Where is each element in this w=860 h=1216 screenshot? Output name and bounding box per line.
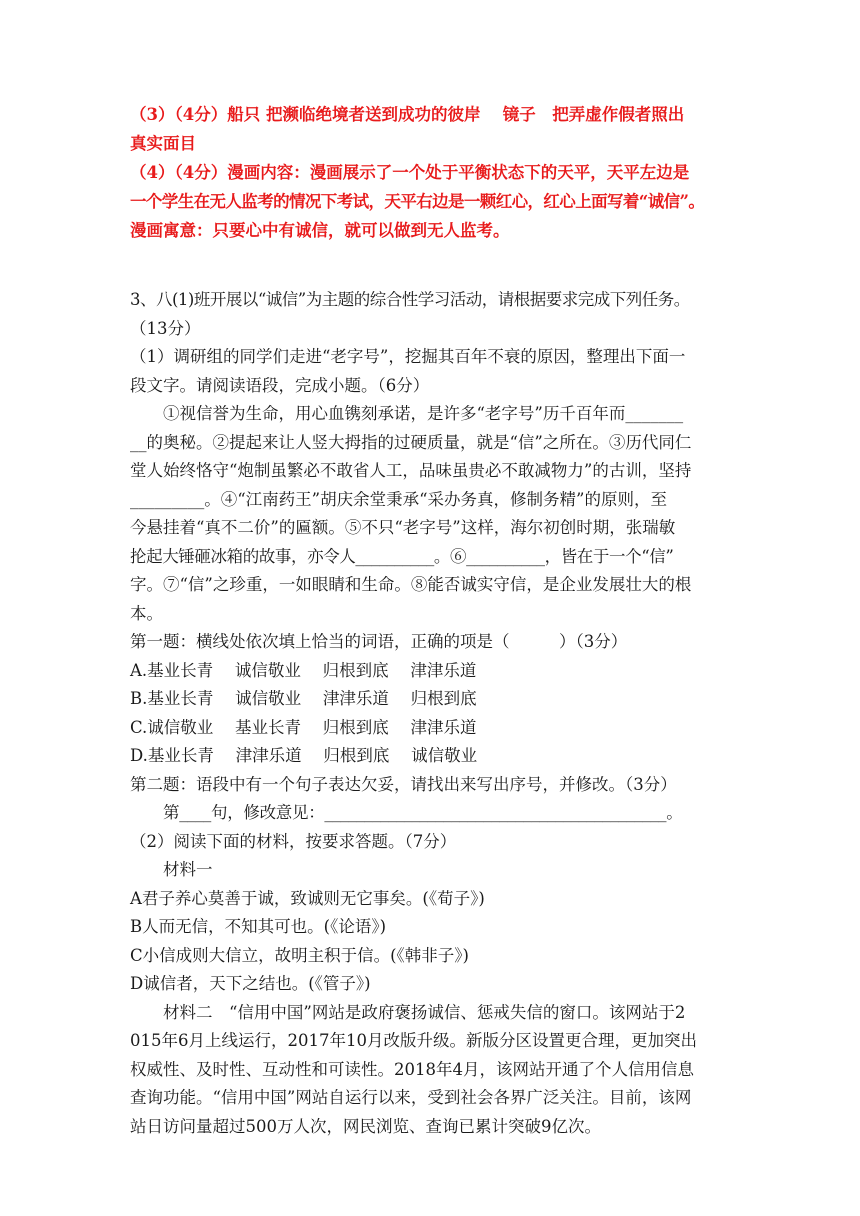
material-2-line-2: 015年6月上线运行，2017年10月改版升级。新版分区设置更合理，更加突出	[130, 1031, 697, 1050]
subquestion-1-line-2: 段文字。请阅读语段，完成小题。（6分）	[130, 375, 430, 395]
material-1-item-a: A君子养心莫善于诚，致诚则无它事矣。(《荀子》)	[130, 888, 485, 908]
answer-4-line-2: 一个学生在无人监考的情况下考试，天平右边是一颗红心，红心上面写着“诚信”。	[130, 192, 705, 211]
answer-4-line-1: （4）（4分）漫画内容：漫画展示了一个处于平衡状态下的天平，天平左边是	[130, 163, 690, 182]
question-3-title-line-2: （13分）	[130, 318, 201, 338]
material-1-title: 材料一	[163, 860, 213, 879]
subquestion-2-title: （2）阅读下面的材料，按要求答题。（7分）	[130, 831, 457, 851]
passage-line-1: ①视信誉为生命，用心血镌刻承诺，是许多“老字号”历千百年而_______	[163, 404, 684, 423]
material-1-item-b: B人而无信，不知其可也。(《论语》)	[130, 917, 386, 936]
passage-line-2: __的奥秘。②提起来让人竖大拇指的过硬质量，就是“信”之所在。③历代同仁	[130, 432, 692, 452]
answer-key-block	[130, 100, 730, 245]
material-2-line-4: 查询功能。“信用中国”网站自运行以来，受到社会各界广泛关注。目前，该网	[130, 1088, 692, 1107]
answer-3-line-1: （3）（4分）船只 把濒临绝境者送到成功的彼岸 镜子 把弄虚作假者照出	[130, 105, 685, 124]
answer-3-line-2: 真实面目	[130, 134, 196, 153]
passage-line-6: 抡起大锤砸冰箱的故事，亦令人__________。⑥__________，皆在于一个“信”	[130, 546, 674, 566]
material-1-item-c: C小信成则大信立，故明主积于信。(《韩非子》)	[130, 945, 469, 965]
material-2-line-5: 站日访问量超过500万人次，网民浏览、查询已累计突破9亿次。	[130, 1116, 601, 1136]
passage-line-7: 字。⑦“信”之珍重，一如眼睛和生命。⑧能否诚实守信，是企业发展壮大的根	[130, 575, 692, 594]
question-2-answer-line: 第____句，修改意见：___________________________________________。	[163, 803, 683, 822]
question-3-block	[130, 286, 730, 1141]
material-1-item-d: D诚信者，天下之结也。(《管子》)	[130, 974, 371, 993]
passage-line-4: _________。④“江南药王”胡庆余堂秉承“采办务真，修制务精”的原则，至	[130, 489, 667, 509]
subquestion-1-line-1: （1）调研组的同学们走进“老字号”，挖掘其百年不衰的原因，整理出下面一	[130, 347, 686, 366]
passage-line-5: 今悬挂着“真不二价”的匾额。⑤不只“老字号”这样，海尔初创时期，张瑞敏	[130, 518, 676, 537]
option-b: B.基业长青 诚信敬业 津津乐道 归根到底	[130, 689, 477, 708]
material-2-line-3: 权威性、及时性、互动性和可读性。2018年4月，该网站开通了个人信用信息	[130, 1059, 694, 1079]
answer-4-line-3: 漫画寓意：只要心中有诚信，就可以做到无人监考。	[130, 221, 510, 240]
material-2-line-1: 材料二 “信用中国”网站是政府褒扬诚信、惩戒失信的窗口。该网站于2	[163, 1002, 686, 1022]
passage-line-8: 本。	[130, 603, 163, 623]
option-c: C.诚信敬业 基业长青 归根到底 津津乐道	[130, 717, 477, 737]
option-a: A.基业长青 诚信敬业 归根到底 津津乐道	[130, 660, 477, 680]
option-d: D.基业长青 津津乐道 归根到底 诚信敬业	[130, 746, 478, 765]
passage-line-3: 堂人始终恪守“炮制虽繁必不敢省人工，品味虽贵必不敢减物力”的古训，坚持	[130, 461, 692, 480]
question-1-prompt: 第一题：横线处依次填上恰当的词语，正确的项是（ ）（3分）	[130, 632, 628, 651]
question-2-prompt: 第二题：语段中有一个句子表达欠妥，请找出来写出序号，并修改。（3分）	[130, 774, 677, 794]
question-3-title-line-1: 3、八(1)班开展以“诚信”为主题的综合性学习活动，请根据要求完成下列任务。	[130, 290, 690, 309]
